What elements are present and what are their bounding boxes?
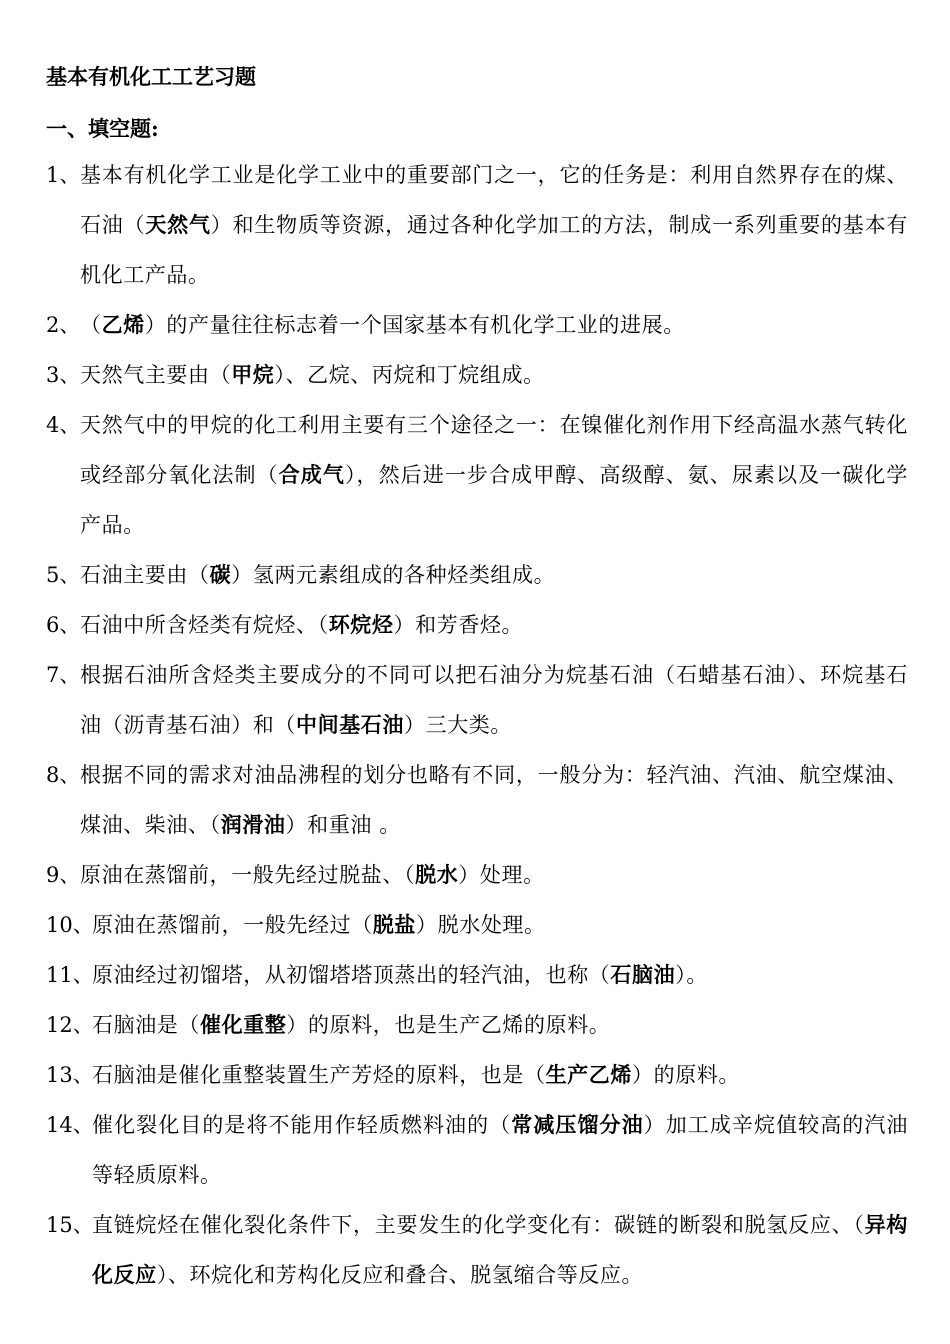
question-number: 7、 bbox=[46, 663, 81, 687]
section-heading: 一、填空题: bbox=[46, 116, 159, 141]
question-number: 12、 bbox=[46, 1013, 94, 1037]
question-text: ）、环烷化和芳构化反应和叠合、脱氢缩合等反应。 bbox=[156, 1263, 644, 1287]
question-text: 根据石油所含烃类主要成分的不同可以把石油分为烷基石油（石蜡基石油）、环烷基石油（沥青基石油）和（ bbox=[80, 663, 908, 737]
question-text: 石油主要由（ bbox=[80, 563, 210, 587]
question-number: 15、 bbox=[46, 1213, 94, 1237]
question-text: 石脑油是（ bbox=[92, 1013, 200, 1037]
answer-text: 常减压馏分油 bbox=[511, 1112, 644, 1137]
question-number: 3、 bbox=[46, 363, 81, 387]
question-text: ）和重油 。 bbox=[285, 813, 401, 837]
question-item bbox=[46, 550, 908, 600]
question-item bbox=[46, 150, 908, 300]
question-text: 催化裂化目的是将不能用作轻质燃料油的（ bbox=[92, 1113, 512, 1137]
question-number: 8、 bbox=[46, 763, 81, 787]
question-text: ）的原料。 bbox=[632, 1063, 741, 1087]
answer-text: 催化重整 bbox=[200, 1012, 287, 1037]
answer-text: 生产乙烯 bbox=[545, 1062, 633, 1087]
answer-text: 脱盐 bbox=[372, 912, 417, 937]
question-number: 1、 bbox=[46, 163, 81, 187]
document-title: 基本有机化工工艺习题 bbox=[46, 64, 256, 89]
question-item bbox=[46, 600, 908, 650]
question-list bbox=[46, 150, 908, 1300]
question-text: ）的原料，也是生产乙烯的原料。 bbox=[286, 1013, 611, 1037]
question-item bbox=[46, 900, 908, 950]
question-text: ）三大类。 bbox=[404, 713, 512, 737]
question-number: 6、 bbox=[46, 613, 81, 637]
answer-text: 环烷烃 bbox=[328, 612, 394, 637]
answer-text: 合成气 bbox=[278, 462, 345, 487]
question-number: 2、 bbox=[46, 313, 81, 337]
question-text: ）的产量往往标志着一个国家基本有机化学工业的进展。 bbox=[144, 313, 685, 337]
question-item bbox=[46, 950, 908, 1000]
question-item bbox=[46, 750, 908, 850]
question-text: ）处理。 bbox=[458, 863, 545, 887]
question-item bbox=[46, 400, 908, 550]
answer-text: 石脑油 bbox=[610, 962, 676, 987]
question-text: ）。 bbox=[675, 963, 708, 987]
question-item bbox=[46, 850, 908, 900]
question-item bbox=[46, 650, 908, 750]
answer-text: 天然气 bbox=[145, 212, 211, 237]
question-text: ）和生物质等资源，通过各种化学加工的方法，制成一系列重要的基本有机化工产品。 bbox=[80, 213, 908, 287]
question-text: 原油经过初馏塔，从初馏塔塔顶蒸出的轻汽油，也称（ bbox=[92, 963, 611, 987]
question-text: 天然气主要由（ bbox=[80, 363, 232, 387]
answer-text: 中间基石油 bbox=[296, 712, 404, 737]
question-number: 5、 bbox=[46, 563, 81, 587]
question-text: ）氢两元素组成的各种烃类组成。 bbox=[231, 563, 556, 587]
answer-text: 脱水 bbox=[415, 862, 459, 887]
question-text: （ bbox=[80, 313, 102, 337]
question-text: 原油在蒸馏前，一般先经过脱盐、（ bbox=[80, 863, 416, 887]
question-number: 10、 bbox=[46, 913, 94, 937]
question-item bbox=[46, 1000, 908, 1050]
question-text: 直链烷烃在催化裂化条件下，主要发生的化学变化有：碳链的断裂和脱氢反应、（ bbox=[92, 1213, 865, 1237]
question-item bbox=[46, 1200, 908, 1300]
question-item bbox=[46, 1100, 908, 1200]
question-text: 基本有机化学工业是化学工业中的重要部门之一，它的任务是：利用自然界存在的煤、石油（ bbox=[80, 163, 908, 237]
question-number: 4、 bbox=[46, 413, 81, 437]
question-number: 14、 bbox=[46, 1113, 94, 1137]
answer-text: 异构化反应 bbox=[92, 1212, 908, 1287]
answer-text: 润滑油 bbox=[220, 812, 286, 837]
question-number: 9、 bbox=[46, 863, 81, 887]
question-item bbox=[46, 350, 908, 400]
question-text: ）脱水处理。 bbox=[416, 913, 546, 937]
question-text: ）和芳香烃。 bbox=[393, 613, 524, 637]
question-text: 根据不同的需求对油品沸程的划分也略有不同，一般分为：轻汽油、汽油、航空煤油、煤油、柴油、（ bbox=[80, 763, 908, 837]
question-number: 13、 bbox=[46, 1063, 94, 1087]
question-text: 原油在蒸馏前，一般先经过（ bbox=[92, 913, 373, 937]
answer-text: 甲烷 bbox=[231, 362, 275, 387]
question-text: 石油中所含烃类有烷烃、（ bbox=[80, 613, 329, 637]
question-item bbox=[46, 1050, 908, 1100]
question-text: 天然气中的甲烷的化工利用主要有三个途径之一：在镍催化剂作用下经高温水蒸气转化或经部分氧化法制（ bbox=[80, 413, 908, 487]
answer-text: 乙烯 bbox=[101, 312, 145, 337]
question-text: ），然后进一步合成甲醇、高级醇、氨、尿素以及一碳化学产品。 bbox=[80, 463, 908, 537]
question-number: 11、 bbox=[46, 963, 94, 987]
question-text: ）、乙烷、丙烷和丁烷组成。 bbox=[274, 363, 545, 387]
question-item bbox=[46, 300, 908, 350]
question-text: ）加工成辛烷值较高的汽油等轻质原料。 bbox=[92, 1113, 908, 1187]
answer-text: 碳 bbox=[209, 562, 232, 587]
question-text: 石脑油是催化重整装置生产芳烃的原料，也是（ bbox=[92, 1063, 546, 1087]
